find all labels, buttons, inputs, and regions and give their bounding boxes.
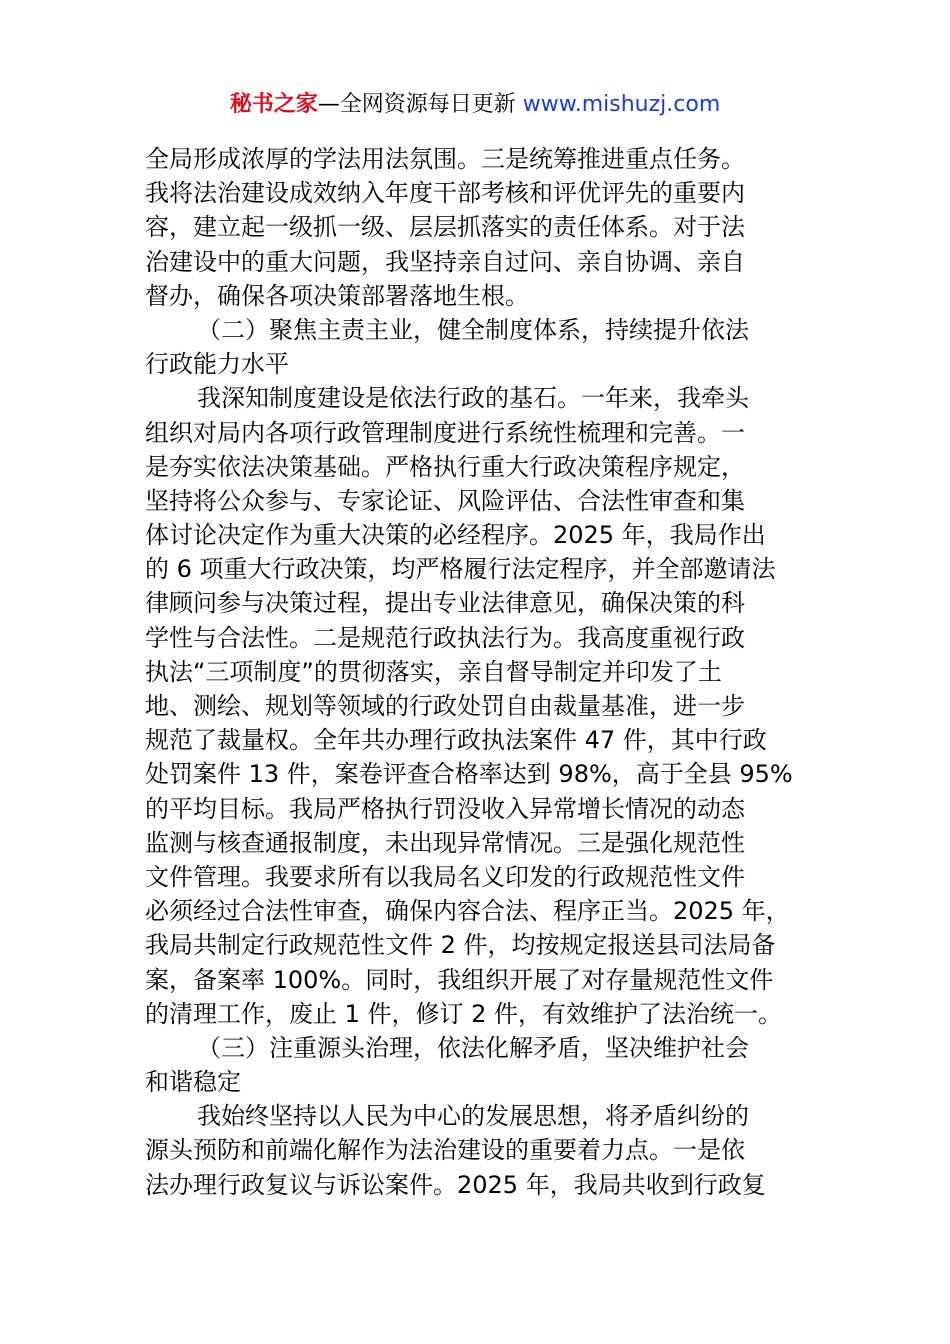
text-line: 我将法治建设成效纳入年度干部考核和评优评先的重要内 [145, 179, 745, 208]
text-line: 文件管理。我要求所有以我局名义印发的行政规范性文件 [145, 862, 745, 891]
text-line: 行政能力水平 [145, 350, 289, 379]
text-line: 我深知制度建设是依法行政的基石。一年来，我牵头 [197, 384, 749, 413]
text-line: 处罚案件 13 件，案卷评查合格率达到 98%，高于全县 95% [145, 760, 793, 789]
text-line: 的清理工作，废止 1 件，修订 2 件，有效维护了法治统一。 [145, 999, 783, 1028]
text-line: 的平均目标。我局严格执行罚没收入异常增长情况的动态 [145, 794, 745, 823]
text-line: 规范了裁量权。全年共办理行政执法案件 47 件，其中行政 [145, 726, 767, 755]
text-line: 组织对局内各项行政管理制度进行系统性梳理和完善。一 [145, 418, 745, 447]
text-line: 体讨论决定作为重大决策的必经程序。2025 年，我局作出 [145, 521, 766, 550]
text-line: 坚持将公众参与、专家论证、风险评估、合法性审查和集 [145, 486, 745, 515]
text-line: （二）聚焦主责主业，健全制度体系，持续提升依法 [197, 315, 749, 344]
text-line: 源头预防和前端化解作为法治建设的重要着力点。一是依 [145, 1136, 745, 1165]
text-line: 容，建立起一级抓一级、层层抓落实的责任体系。对于法 [145, 213, 745, 242]
text-line: 的 6 项重大行政决策，均严格履行法定程序，并全部邀请法 [145, 555, 776, 584]
text-line: 全局形成浓厚的学法用法氛围。三是统筹推进重点任务。 [145, 145, 745, 173]
text-line: 是夯实依法决策基础。严格执行重大行政决策程序规定， [145, 452, 745, 481]
text-line: 法办理行政复议与诉讼案件。2025 年，我局共收到行政复 [145, 1170, 766, 1199]
text-line: 地、测绘、规划等领域的行政处罚自由裁量基准，进一步 [145, 692, 745, 720]
text-line: 学性与合法性。二是规范行政执法行为。我高度重视行政 [145, 623, 745, 652]
text-line: 案，备案率 100%。同时，我组织开展了对存量规范性文件 [145, 965, 774, 994]
text-line: （三）注重源头治理，依法化解矛盾，坚决维护社会 [197, 1033, 749, 1062]
text-line: 治建设中的重大问题，我坚持亲自过问、亲自协调、亲自 [145, 247, 745, 276]
text-line: 执法“三项制度”的贯彻落实，亲自督导制定并印发了土 [145, 657, 722, 686]
site-brand: 秘书之家 [229, 92, 318, 117]
text-line: 监测与核查通报制度，未出现异常情况。三是强化规范性 [145, 828, 745, 857]
text-line: 我始终坚持以人民为中心的发展思想，将矛盾纠纷的 [197, 1102, 749, 1131]
document-body [145, 142, 810, 1202]
text-line: 必须经过合法性审查，确保内容合法、程序正当。2025 年， [145, 897, 790, 926]
text-line: 督办，确保各项决策部署落地生根。 [145, 281, 529, 310]
text-line: 律顾问参与决策过程，提出专业法律意见，确保决策的科 [145, 589, 745, 618]
text-line: 我局共制定行政规范性文件 2 件，均按规定报送县司法局备 [145, 931, 776, 960]
site-url-link[interactable]: www.mishuzj.com [522, 92, 721, 117]
site-tagline: —全网资源每日更新 [317, 92, 523, 117]
site-header [0, 88, 950, 122]
text-line: 和谐稳定 [145, 1068, 241, 1097]
